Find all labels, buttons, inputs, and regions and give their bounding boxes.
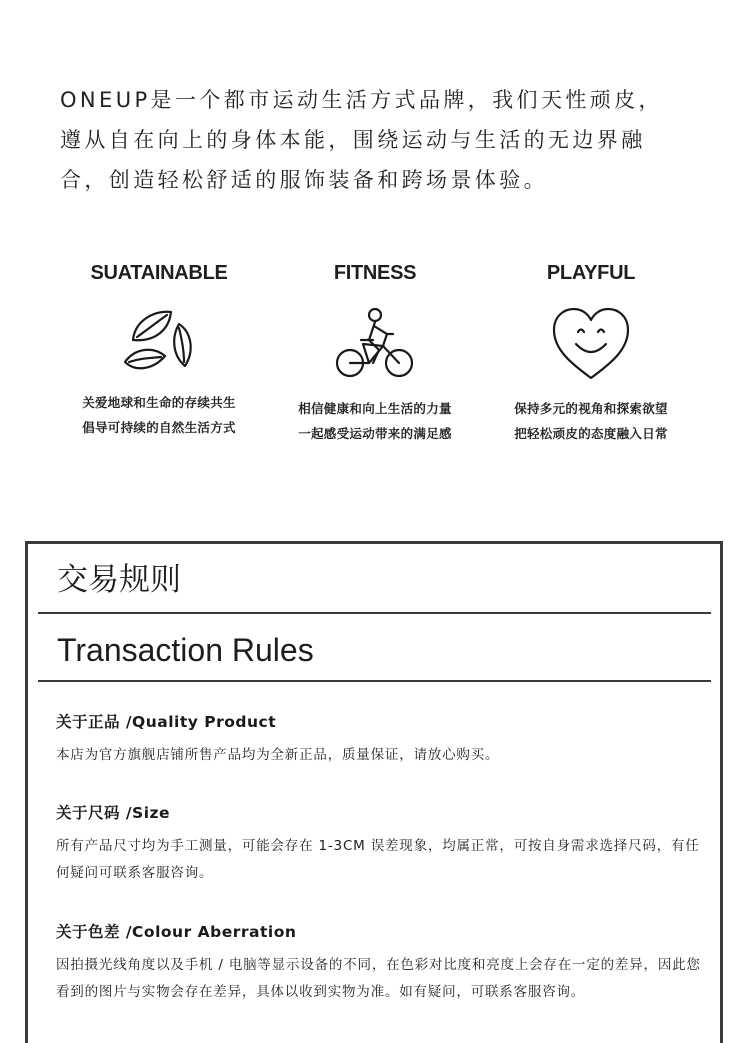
rule-heading: 关于尺码 /Size: [56, 804, 171, 822]
rules-title-cn: 交易规则: [57, 562, 181, 598]
smiley-heart-icon: [550, 306, 632, 382]
rule-heading: 关于色差 /Colour Aberration: [56, 923, 297, 941]
feature-desc-line: 把轻松顽皮的态度融入日常: [514, 426, 668, 441]
feature-fitness: [260, 258, 490, 446]
intro-line: 遵从自在向上的身体本能，围绕运动与生活的无边界融: [60, 128, 646, 152]
rule-quality: [56, 710, 706, 769]
rule-body: 本店为官方旗舰店铺所售产品均为全新正品，质量保证，请放心购买。: [56, 747, 500, 763]
divider: [38, 612, 711, 614]
feature-title: SUATAINABLE: [90, 262, 228, 284]
rules-frame-top: [25, 541, 723, 544]
leaves-icon: [119, 306, 199, 376]
feature-title: PLAYFUL: [546, 262, 636, 284]
feature-desc-line: 相信健康和向上生活的力量: [298, 401, 452, 416]
rule-size: [56, 801, 706, 887]
intro-line: 合，创造轻松舒适的服饰装备和跨场景体验。: [60, 168, 548, 192]
rule-heading: 关于正品 /Quality Product: [56, 713, 277, 731]
cyclist-icon: [335, 306, 415, 382]
rules-title-en: Transaction Rules: [57, 632, 314, 668]
rule-body: 因拍摄光线角度以及手机 / 电脑等显示设备的不同，在色彩对比度和亮度上会存在一定的差异，因此您看到的图片与实物会存在差异，具体以收到实物为准。如有疑问，可联系客服咨询。: [56, 957, 701, 1000]
feature-sustainable: [44, 258, 274, 440]
feature-playful: [476, 258, 706, 446]
feature-desc-line: 保持多元的视角和探索欲望: [514, 401, 668, 416]
brand-values: [0, 258, 750, 448]
feature-desc-line: 关爱地球和生命的存续共生: [82, 395, 236, 410]
rules-frame-left: [25, 541, 28, 1043]
brand-intro: [60, 80, 700, 200]
divider: [38, 680, 711, 682]
intro-line: ONEUP是一个都市运动生活方式品牌，我们天性顽皮，: [60, 88, 663, 112]
feature-desc-line: 一起感受运动带来的满足感: [298, 426, 452, 441]
rule-colour: [56, 920, 706, 1006]
rule-body: 所有产品尺寸均为手工测量，可能会存在 1-3CM 误差现象，均属正常，可按自身需求选择尺码，有任何疑问可联系客服咨询。: [56, 838, 700, 881]
feature-title: FITNESS: [333, 262, 417, 284]
feature-desc-line: 倡导可持续的自然生活方式: [82, 420, 236, 435]
rules-frame-right: [720, 541, 723, 1043]
